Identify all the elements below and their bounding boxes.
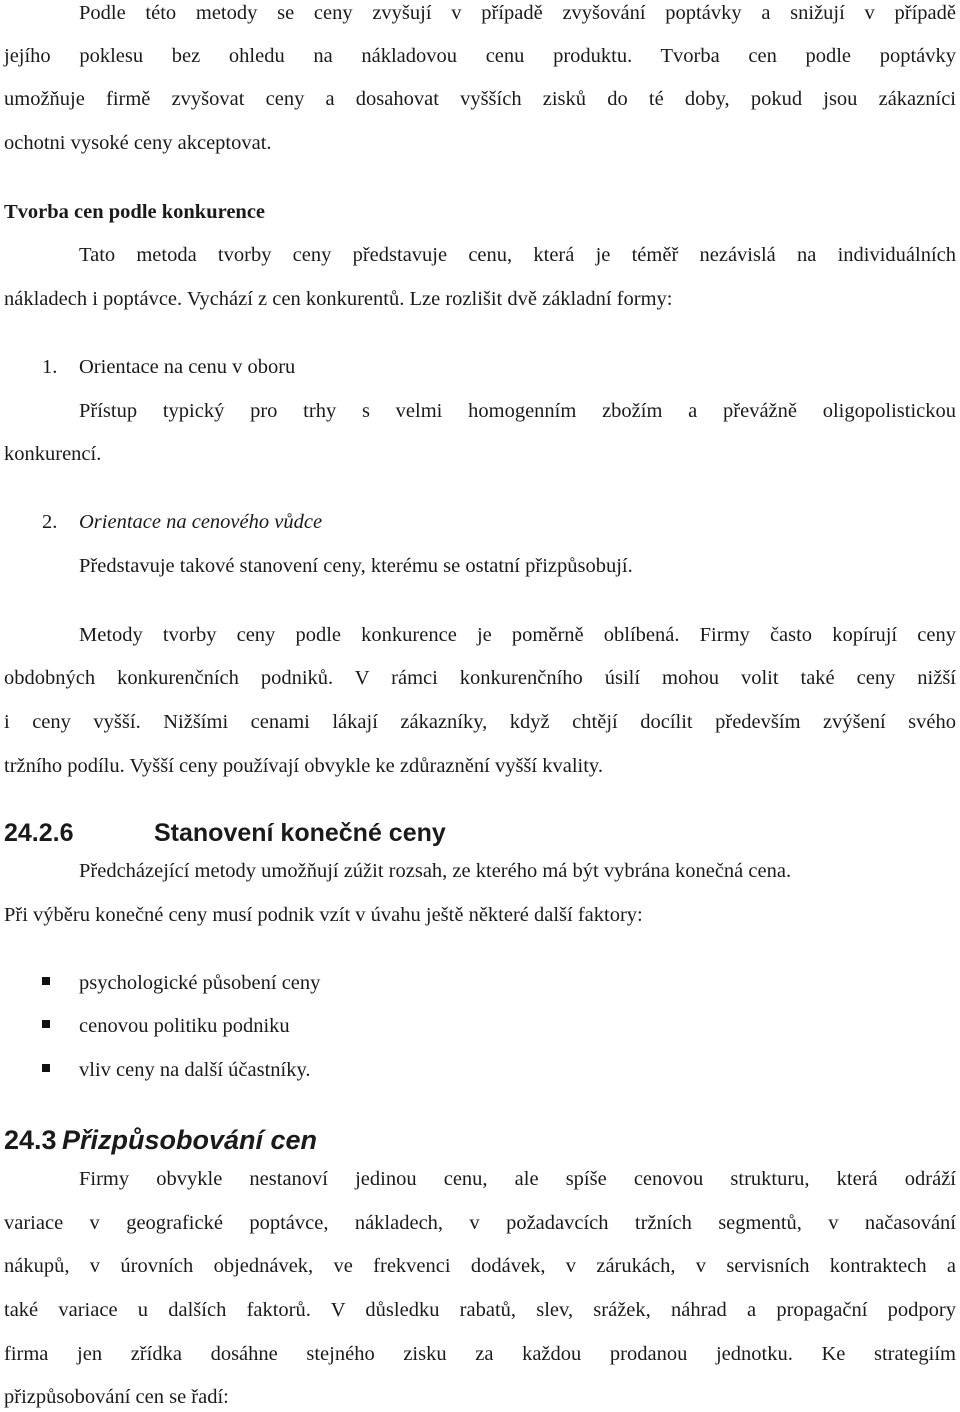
section-243-line-1: Firmy obvykle nestanoví jedinou cenu, ale spíše cenovou strukturu, která odráží (79, 1168, 956, 1190)
section-243-line-6: přizpůsobování cen se řadí: (4, 1386, 229, 1408)
competition-line-1: Tato metoda tvorby ceny představuje cenu, která je téměř nezávislá na individuálních (79, 244, 956, 266)
section-243-number: 24.3 (4, 1125, 57, 1155)
section-2426-heading (4, 818, 446, 848)
form2-number: 2. (42, 511, 58, 533)
intro-line-3: umožňuje firmě zvyšovat ceny a dosahovat vyšších zisků do té doby, pokud jsou zákazníci (4, 88, 956, 110)
intro-line-4: ochotni vysoké ceny akceptovat. (4, 132, 272, 154)
form1-title: Orientace na cenu v oboru (79, 356, 296, 378)
form1-number: 1. (42, 356, 58, 378)
intro-line-1: Podle této metody se ceny zvyšují v případě zvyšování poptávky a snižují v případě (79, 2, 956, 24)
form2-line: Představuje takové stanovení ceny, kterému se ostatní přizpůsobují. (79, 555, 633, 577)
competition-line-2: nákladech i poptávce. Vychází z cen konkurentů. Lze rozlišit dvě základní formy: (4, 288, 673, 310)
section-243-title: Přizpůsobování cen (62, 1125, 318, 1155)
section-2426-number: 24.2.6 (4, 819, 74, 847)
form1-line-2: konkurencí. (4, 443, 102, 465)
form2-title: Orientace na cenového vůdce (79, 511, 323, 533)
bullet-square-icon (42, 1064, 50, 1072)
section-243-line-4: také variace u dalších faktorů. V důsledku rabatů, slev, srážek, náhrad a propagační podpory (4, 1299, 956, 1321)
popularity-line-1: Metody tvorby ceny podle konkurence je poměrně oblíbená. Firmy často kopírují ceny (79, 624, 956, 646)
section-243-heading (4, 1124, 317, 1156)
form1-line-1: Přístup typický pro trhy s velmi homogenním zbožím a převážně oligopolistickou (79, 400, 956, 422)
bullet-item-3: vliv ceny na další účastníky. (79, 1059, 311, 1081)
competition-heading: Tvorba cen podle konkurence (4, 201, 266, 223)
popularity-line-3: i ceny vyšší. Nižšími cenami lákají zákazníky, když chtějí docílit především zvýšení svého (4, 711, 956, 733)
bullet-item-1: psychologické působení ceny (79, 972, 321, 994)
popularity-line-4: tržního podílu. Vyšší ceny používají obvykle ke zdůraznění vyšší kvality. (4, 755, 603, 777)
section-2426-line-2: Při výběru konečné ceny musí podnik vzít v úvahu ještě některé další faktory: (4, 904, 643, 926)
section-243-line-2: variace v geografické poptávce, nákladech, v požadavcích tržních segmentů, v načasování (4, 1212, 956, 1234)
section-243-line-3: nákupů, v úrovních objednávek, ve frekvenci dodávek, v zárukách, v servisních kontraktech a (4, 1255, 956, 1277)
bullet-item-2: cenovou politiku podniku (79, 1015, 290, 1037)
bullet-square-icon (42, 1020, 50, 1028)
section-2426-line-1: Předcházející metody umožňují zúžit rozsah, ze kterého má být vybrána konečná cena. (79, 860, 792, 882)
popularity-line-2: obdobných konkurenčních podniků. V rámci konkurenčního úsilí mohou volit také ceny nižší (4, 667, 956, 689)
section-243-line-5: firma jen zřídka dosáhne stejného zisku za každou prodanou jednotku. Ke strategiím (4, 1343, 956, 1365)
bullet-square-icon (42, 977, 50, 985)
section-2426-title: Stanovení konečné ceny (154, 819, 446, 847)
intro-line-2: jejího poklesu bez ohledu na nákladovou cenu produktu. Tvorba cen podle poptávky (4, 45, 956, 67)
